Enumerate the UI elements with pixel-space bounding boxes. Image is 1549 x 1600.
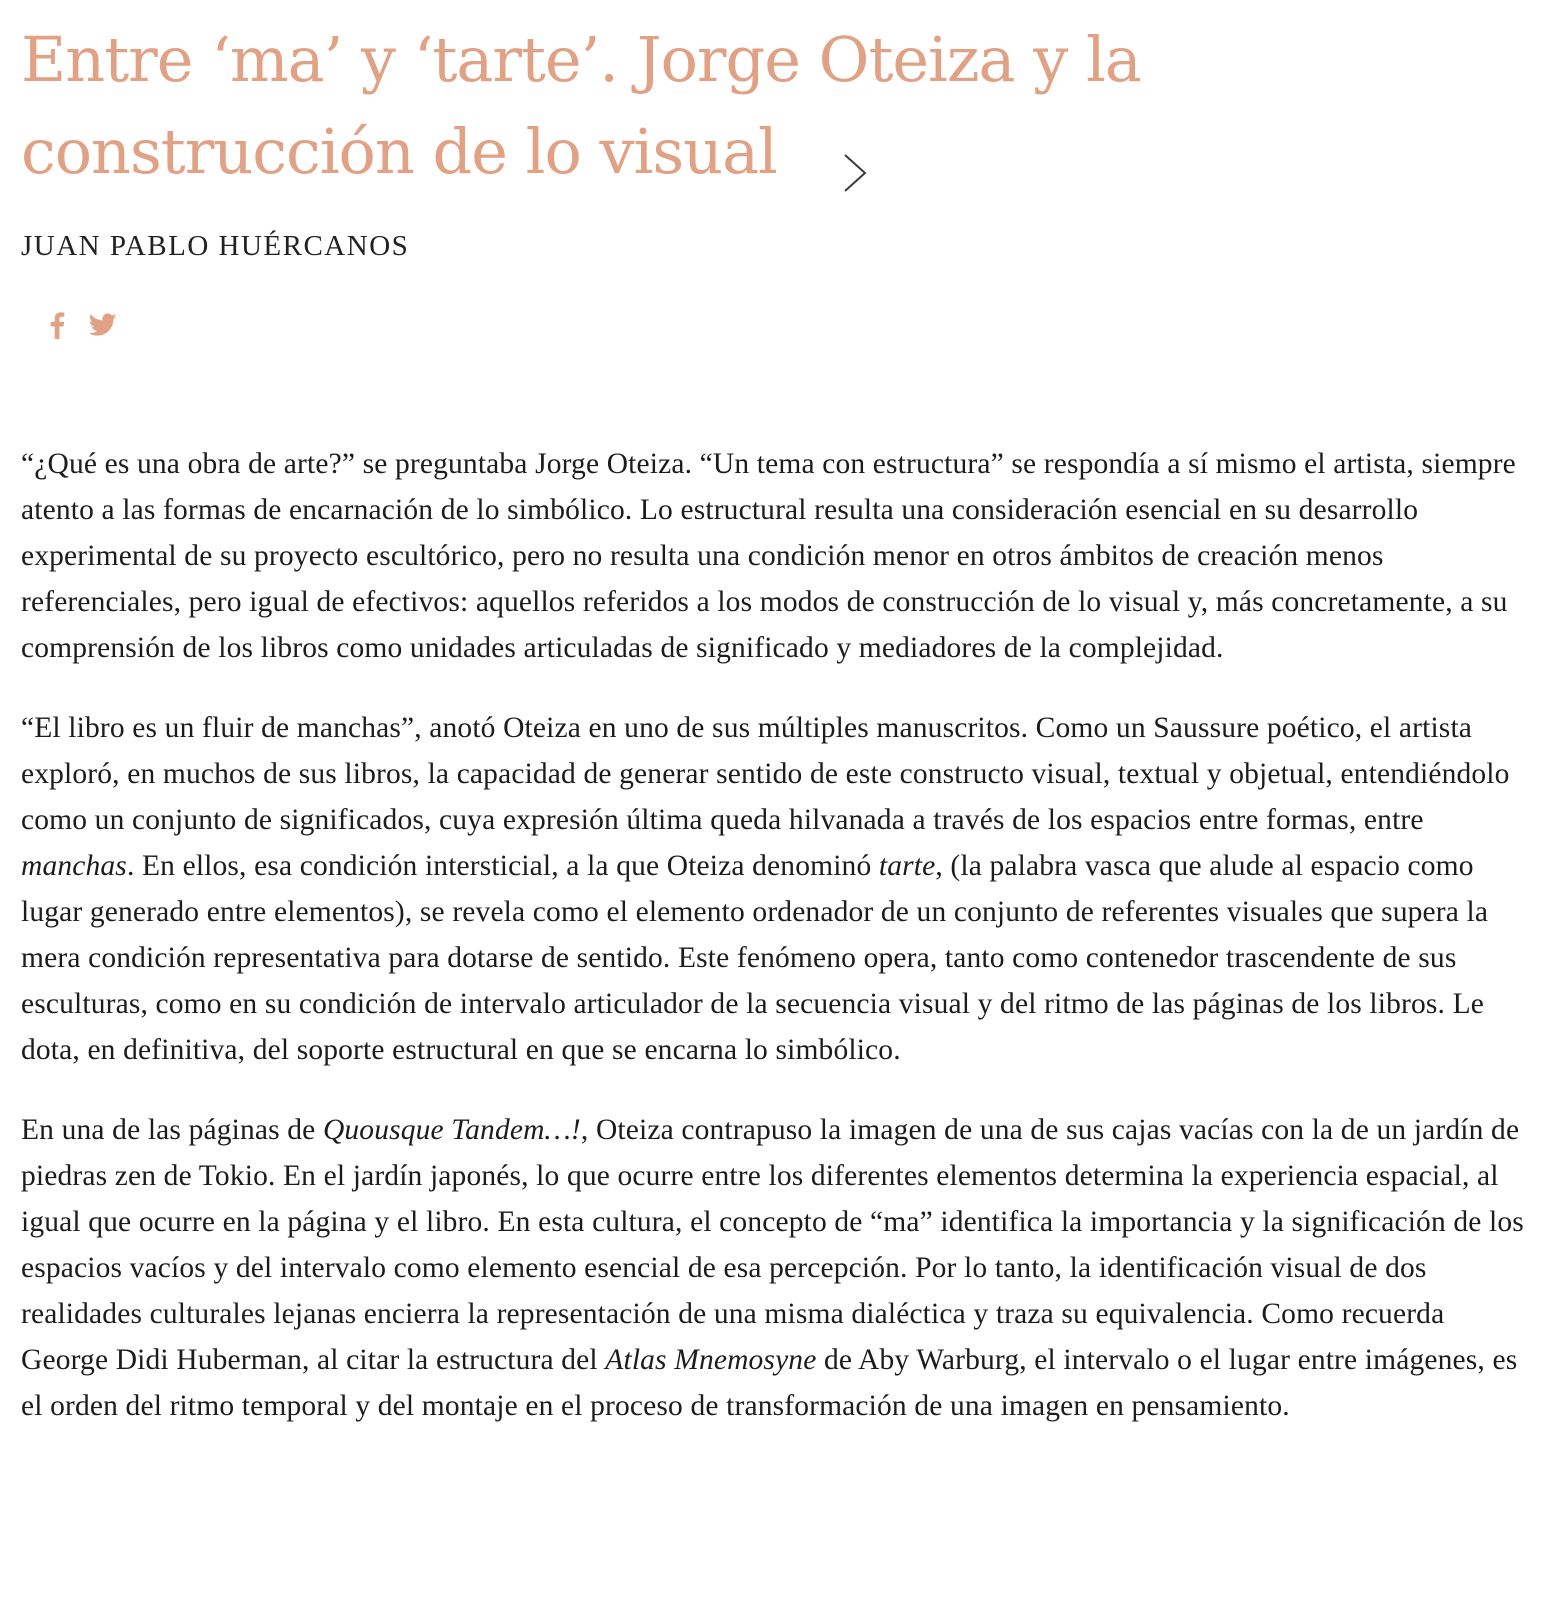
- paragraph-3: [21, 1107, 1531, 1429]
- article-body: [21, 441, 1531, 1429]
- paragraph-3-text-b: , Oteiza contrapuso la imagen de una de sus cajas vacías con la de un jardín de piedras zen de Tokio. En el jardín japonés, lo que ocurre entre los diferentes elementos determina la experiencia espacial, al igual que ocurre en la página y el libro. En esta cultura, el concepto de “ma” identifica la importancia y la significación de los espacios vacíos y del intervalo como elemento esencial de esa percepción. Por lo tanto, la identificación visual de dos realidades culturales lejanas encierra la representación de una misma dialéctica y traza su equivalencia. Como recuerda George Didi Huberman, al citar la estructura del: [21, 1114, 1524, 1376]
- paragraph-2: [21, 705, 1531, 1073]
- paragraph-2-text-b: . En ellos, esa condición intersticial, a la que Oteiza denominó: [126, 850, 879, 882]
- paragraph-2-em-tarte: tarte: [878, 850, 936, 882]
- article-title-text[interactable]: Entre ‘ma’ y ‘tarte’. Jorge Oteiza y la construcción de lo visual: [21, 23, 1141, 188]
- paragraph-2-text-a: “El libro es un fluir de manchas”, anotó Oteiza en uno de sus múltiples manuscritos. Como un Saussure poético, el artista exploró, en muchos de sus libros, la capacidad de generar sentido de este constructo visual, textual y objetual, entendiéndolo como un conjunto de significados, cuya expresión última queda hilvanada a través de los espacios entre formas, entre: [21, 712, 1510, 836]
- paragraph-3-em-atlas: Atlas Mnemosyne: [605, 1344, 817, 1376]
- paragraph-3-text-c: de Aby Warburg, el intervalo o el lugar entre imágenes, es el orden del ritmo temporal y del montaje en el proceso de transformación de una imagen en pensamiento.: [21, 1344, 1518, 1422]
- twitter-icon[interactable]: [89, 313, 117, 337]
- paragraph-1: “¿Qué es una obra de arte?” se preguntaba Jorge Oteiza. “Un tema con estructura” se respondía a sí mismo el artista, siempre atento a las formas de encarnación de lo simbólico. Lo estructural resulta una consideración esencial en su desarrollo experimental de su proyecto escultórico, pero no resulta una condición menor en otros ámbitos de creación menos referenciales, pero igual de efectivos: aquellos referidos a los modos de construcción de lo visual y, más concretamente, a su comprensión de los libros como unidades articuladas de significado y mediadores de la complejidad.: [21, 448, 1516, 664]
- paragraph-2-text-c: , (la palabra vasca que alude al espacio como lugar generado entre elementos), se revela como el elemento ordenador de un conjunto de referentes visuales que supera la mera condición representativa para dotarse de sentido. Este fenómeno opera, tanto como contenedor trascendente de sus esculturas, como en su condición de intervalo articulador de la secuencia visual y del ritmo de las páginas de los libros. Le dota, en definitiva, del soporte estructural en que se encarna lo simbólico.: [21, 850, 1489, 1066]
- paragraph-2-em-manchas: manchas: [21, 850, 127, 882]
- author-name[interactable]: JUAN PABLO HUÉRCANOS: [21, 230, 410, 262]
- article-title[interactable]: [21, 0, 1301, 198]
- social-share: [49, 309, 1531, 341]
- paragraph-3-em-quousque: Quousque Tandem…!: [322, 1114, 581, 1146]
- chevron-right-icon[interactable]: [839, 128, 869, 172]
- paragraph-3-text-a: En una de las páginas de: [21, 1114, 323, 1146]
- facebook-icon[interactable]: [49, 311, 65, 339]
- article: [21, 0, 1531, 1463]
